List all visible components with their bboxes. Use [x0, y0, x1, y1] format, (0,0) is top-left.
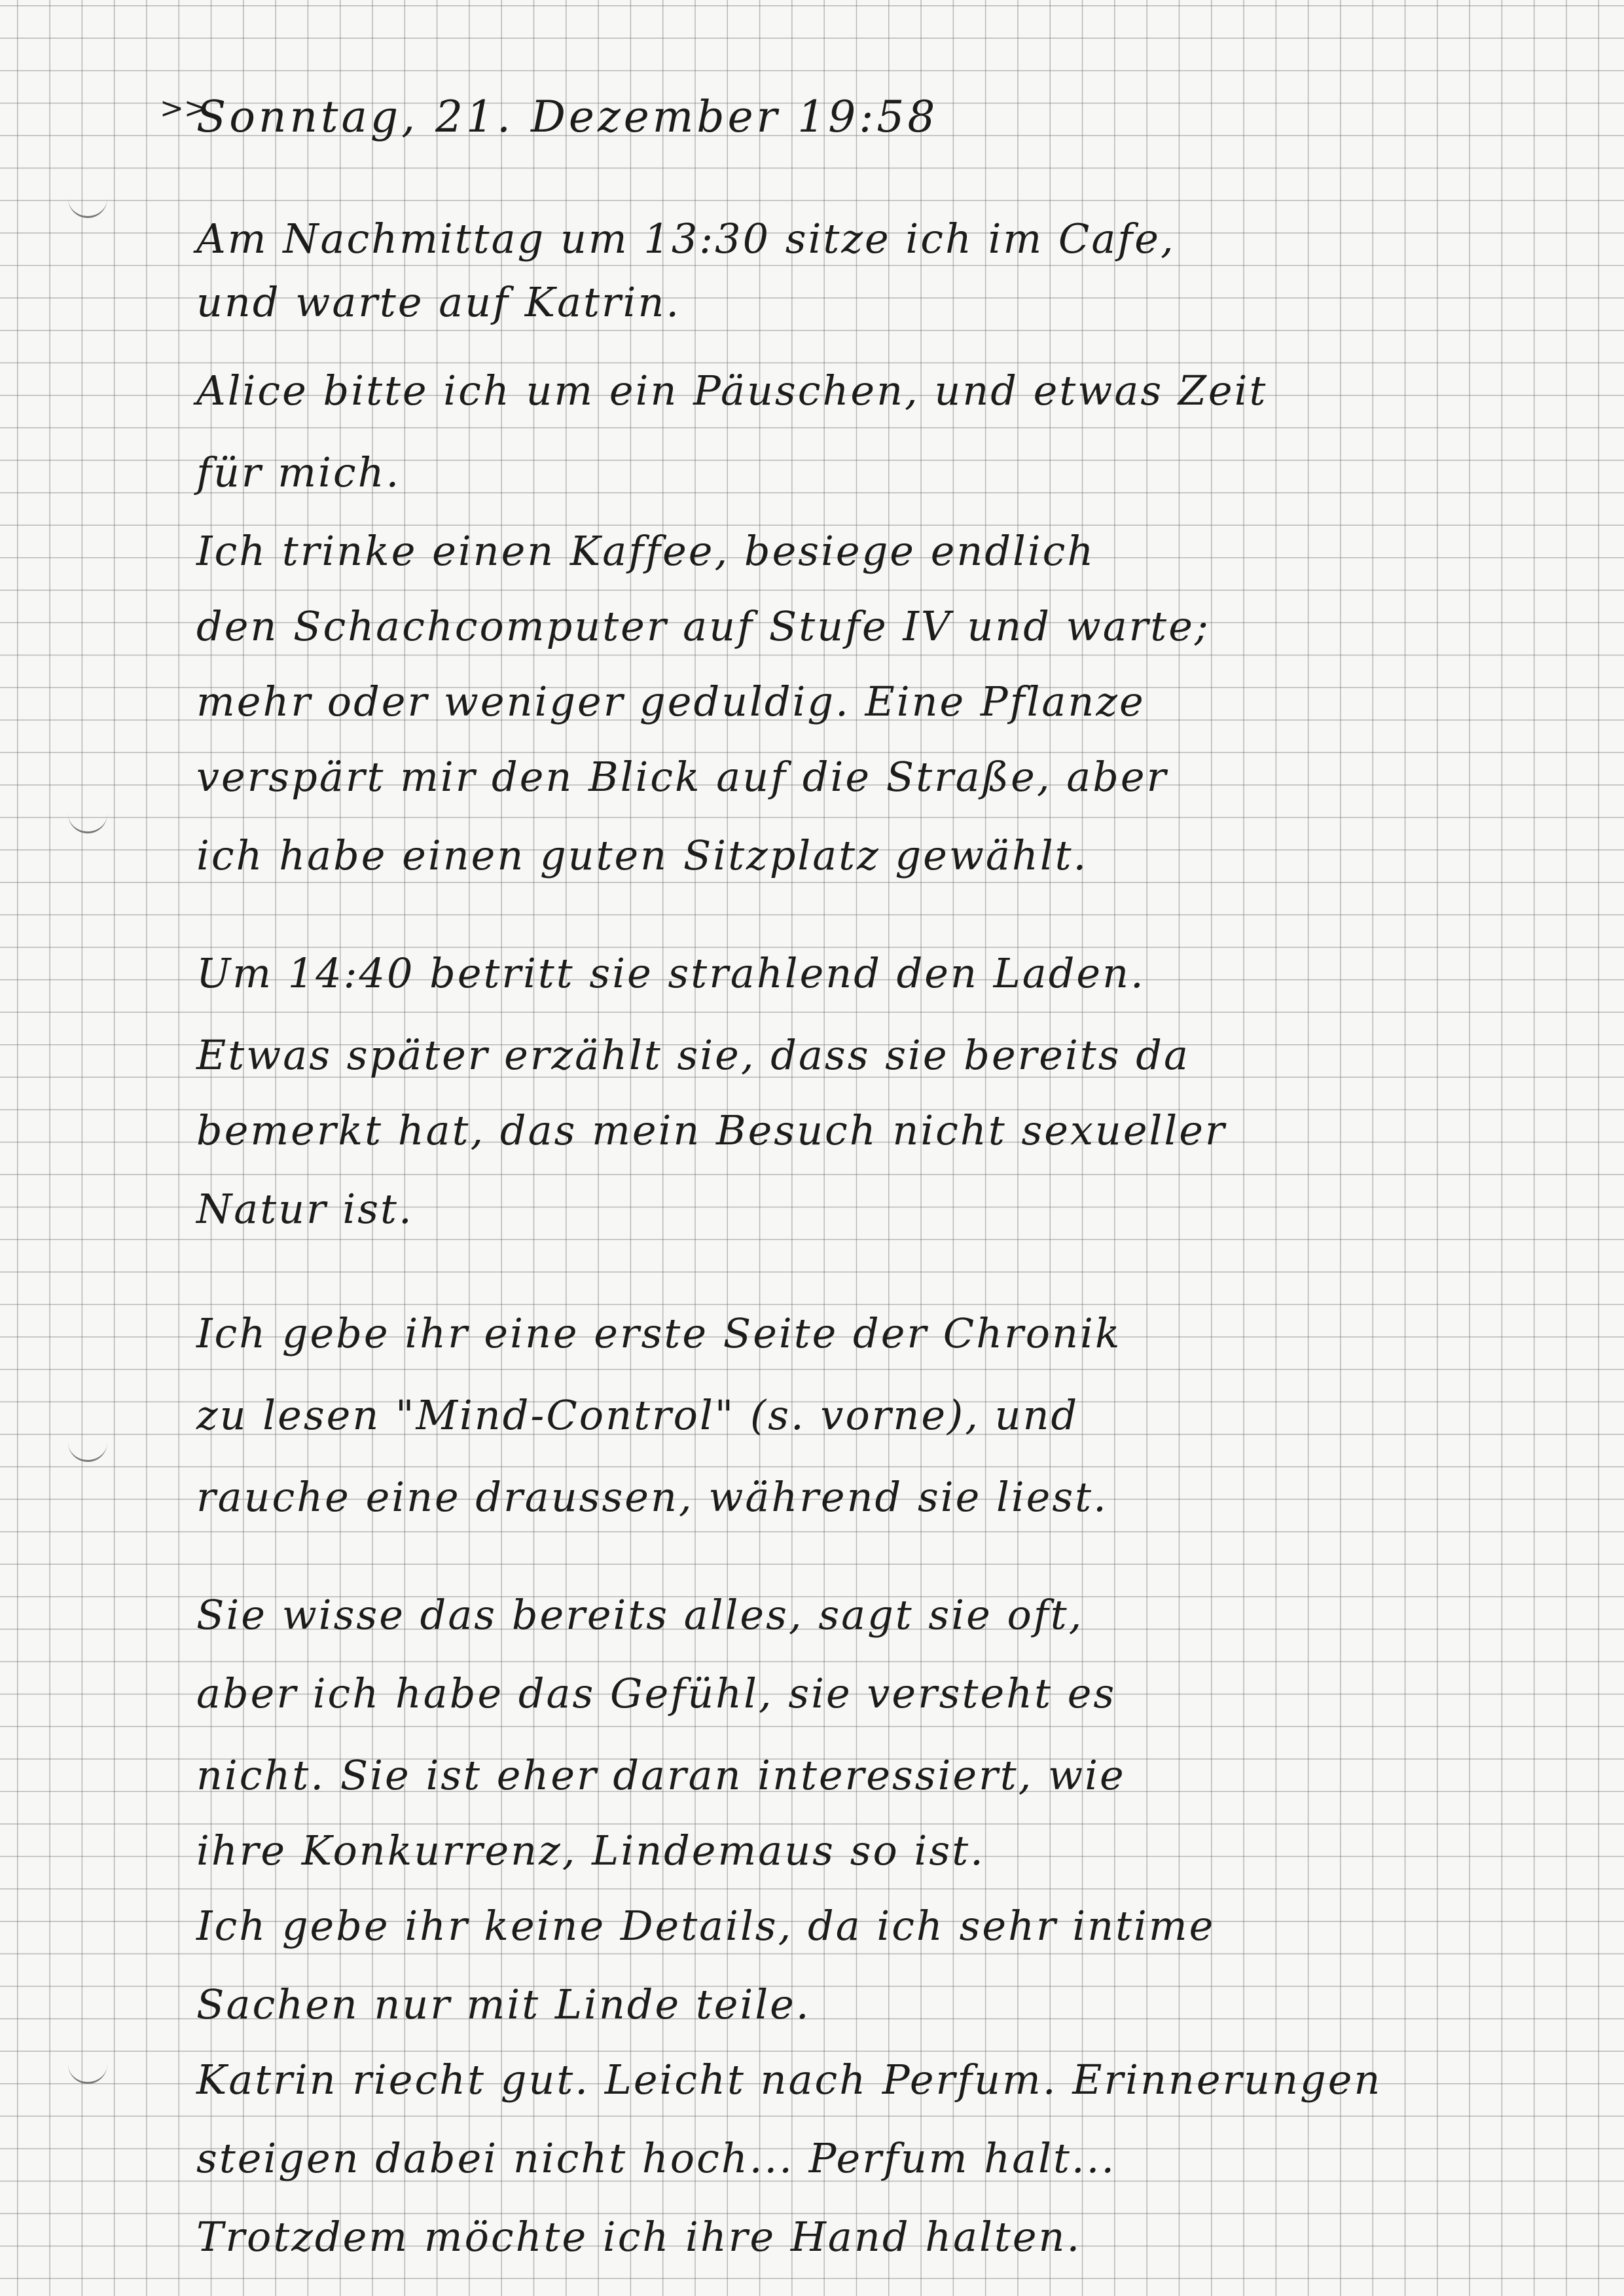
text-line: den Schachcomputer auf Stufe IV und warte; [196, 602, 1210, 650]
text-line: Sie wisse das bereits alles, sagt sie oft, [196, 1591, 1084, 1639]
punch-hole-mark [68, 1440, 107, 1462]
punch-hole-mark [68, 2062, 107, 2084]
text-line: Ich trinke einen Kaffee, besiege endlich [196, 527, 1096, 575]
text-line: für mich. [196, 448, 401, 496]
text-line: und warte auf Katrin. [196, 278, 681, 326]
text-line: ihre Konkurrenz, Lindemaus so ist. [196, 1827, 985, 1874]
text-line: Alice bitte ich um ein Päuschen, und etwas Zeit [196, 367, 1268, 414]
text-line: zu lesen "Mind-Control" (s. vorne), und [196, 1391, 1079, 1439]
text-line: Katrin riecht gut. Leicht nach Perfum. Erinnerungen [196, 2056, 1382, 2104]
text-line: Am Nachmittag um 13:30 sitze ich im Cafe, [196, 215, 1176, 263]
text-line: verspärt mir den Blick auf die Straße, aber [196, 753, 1168, 801]
text-line: bemerkt hat, das mein Besuch nicht sexueller [196, 1106, 1227, 1154]
text-line: rauche eine draussen, während sie liest. [196, 1473, 1108, 1521]
entry-marker: >> [160, 92, 208, 125]
text-line: nicht. Sie ist eher daran interessiert, wie [196, 1751, 1126, 1799]
text-line: Ich gebe ihr eine erste Seite der Chronik [196, 1309, 1122, 1357]
text-line: aber ich habe das Gefühl, sie versteht es [196, 1669, 1117, 1717]
text-line: steigen dabei nicht hoch... Perfum halt... [196, 2134, 1117, 2182]
text-line: Etwas später erzählt sie, dass sie bereits da [196, 1031, 1190, 1079]
text-line: Ich gebe ihr keine Details, da ich sehr intime [196, 1902, 1216, 1950]
text-line: Trotzdem möchte ich ihre Hand halten. [196, 2213, 1082, 2261]
punch-hole-mark [68, 196, 107, 218]
text-line: Natur ist. [196, 1185, 414, 1233]
text-line: ich habe einen guten Sitzplatz gewählt. [196, 831, 1089, 879]
text-line: Sachen nur mit Linde teile. [196, 1980, 811, 2028]
punch-hole-mark [68, 812, 107, 833]
text-line: mehr oder weniger geduldig. Eine Pflanze [196, 678, 1146, 725]
entry-date-heading: Sonntag, 21. Dezember 19:58 [196, 92, 939, 142]
text-line: Um 14:40 betritt sie strahlend den Laden. [196, 949, 1146, 997]
